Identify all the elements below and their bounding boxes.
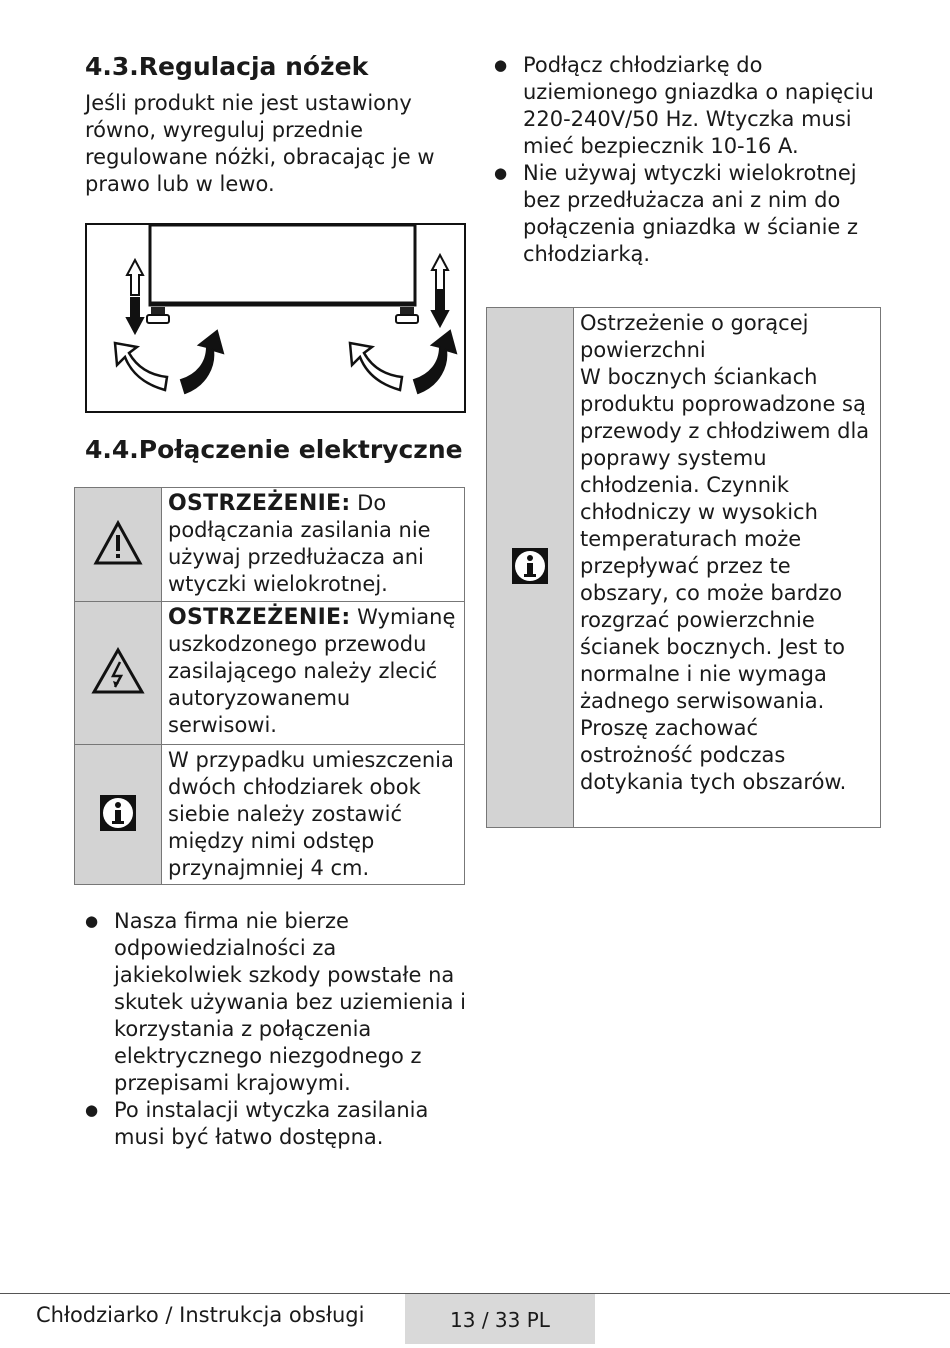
right-foot-icon — [396, 307, 418, 323]
up-down-arrow-icon — [127, 260, 143, 333]
note-icon-cell — [487, 308, 574, 828]
rotate-left-arrow-icon — [350, 343, 402, 390]
note-row — [487, 308, 881, 828]
right-column — [494, 52, 880, 268]
info-icon — [511, 547, 549, 585]
warning-label: OSTRZEŻENIE: — [168, 605, 351, 630]
note-text-cell — [162, 602, 465, 745]
bullet-list — [494, 52, 880, 268]
note-icon-cell — [75, 488, 162, 602]
page-number: 13 / 33 PL — [405, 1294, 595, 1344]
list-item: ● Po instalacji wtyczka zasilania musi być łatwo dostępna. — [85, 1097, 470, 1151]
note-row — [75, 488, 465, 602]
list-item: ● Podłącz chłodziarkę do uziemionego gniazdka o napięciu 220-240V/50 Hz. Wtyczka musi mieć bezpiecznik 10-16 A. — [494, 52, 880, 160]
up-down-arrow-icon — [432, 255, 448, 326]
note-text: Do podłączania zasilania nie używaj przedłużacza ani wtyczki wielokrotnej. — [168, 491, 431, 596]
footer-title: Chłodziarko / Instrukcja obsługi — [36, 1303, 365, 1327]
section-heading-feet: 4.3.Regulacja nóżek — [85, 52, 369, 81]
rotate-left-arrow-icon — [115, 343, 167, 390]
feet-adjustment-text: Jeśli produkt nie jest ustawiony równo, wyreguluj przednie regulowane nóżki, obracając je w prawo lub w lewo. — [85, 91, 435, 196]
left-foot-icon — [147, 307, 169, 323]
note-row — [75, 602, 465, 745]
note-icon-cell — [75, 745, 162, 885]
info-icon — [99, 794, 137, 832]
fridge-feet-diagram — [87, 225, 468, 415]
note-text-cell — [574, 308, 881, 828]
hot-surface-title: Ostrzeżenie o gorącej powierzchni — [580, 311, 809, 362]
list-item: ● Nie używaj wtyczki wielokrotnej bez przedłużacza ani z nim do połączenia gniazdka w ścianie z chłodziarką. — [494, 160, 880, 268]
left-bullets — [85, 908, 470, 1151]
left-column — [85, 50, 470, 467]
electric-hazard-icon — [91, 647, 145, 695]
section-heading-electrical: 4.4.Połączenie elektryczne — [85, 435, 463, 464]
list-item: ● Nasza firma nie bierze odpowiedzialności za jakiekolwiek szkody powstałe na skutek używania bez uziemienia i korzystania z połączenia elektrycznego niezgodnego z przepisami krajowymi. — [85, 908, 470, 1097]
note-icon-cell — [75, 602, 162, 745]
electrical-notes-table — [74, 487, 465, 885]
rotate-right-arrow-icon — [414, 331, 456, 393]
note-text: W przypadku umieszczenia dwóch chłodziarek obok siebie należy zostawić między nimi odstęp przynajmniej 4 cm. — [168, 748, 454, 880]
feet-adjustment-illustration — [85, 223, 466, 413]
note-row — [75, 745, 465, 885]
bullet-list — [85, 908, 470, 1151]
note-text-cell — [162, 488, 465, 602]
hot-surface-note-table — [486, 307, 881, 828]
note-text: Wymianę uszkodzonego przewodu zasilającego należy zlecić autoryzowanemu serwisowi. — [168, 605, 456, 737]
hot-surface-text: W bocznych ściankach produktu poprowadzone są przewody z chłodziwem dla poprawy systemu chłodzenia. Czynnik chłodniczy w wysokich temperaturach może przepływać przez te obszary, co może bardzo rozgrzać powierzchnie ścianek bocznych. Jest to normalne i nie wymaga żadnego serwisowania. Proszę zachować ostrożność podczas dotykania tych obszarów. — [580, 365, 870, 794]
rotate-right-arrow-icon — [181, 331, 223, 393]
warning-triangle-icon — [93, 520, 143, 566]
note-text-cell — [162, 745, 465, 885]
warning-label: OSTRZEŻENIE: — [168, 491, 351, 516]
